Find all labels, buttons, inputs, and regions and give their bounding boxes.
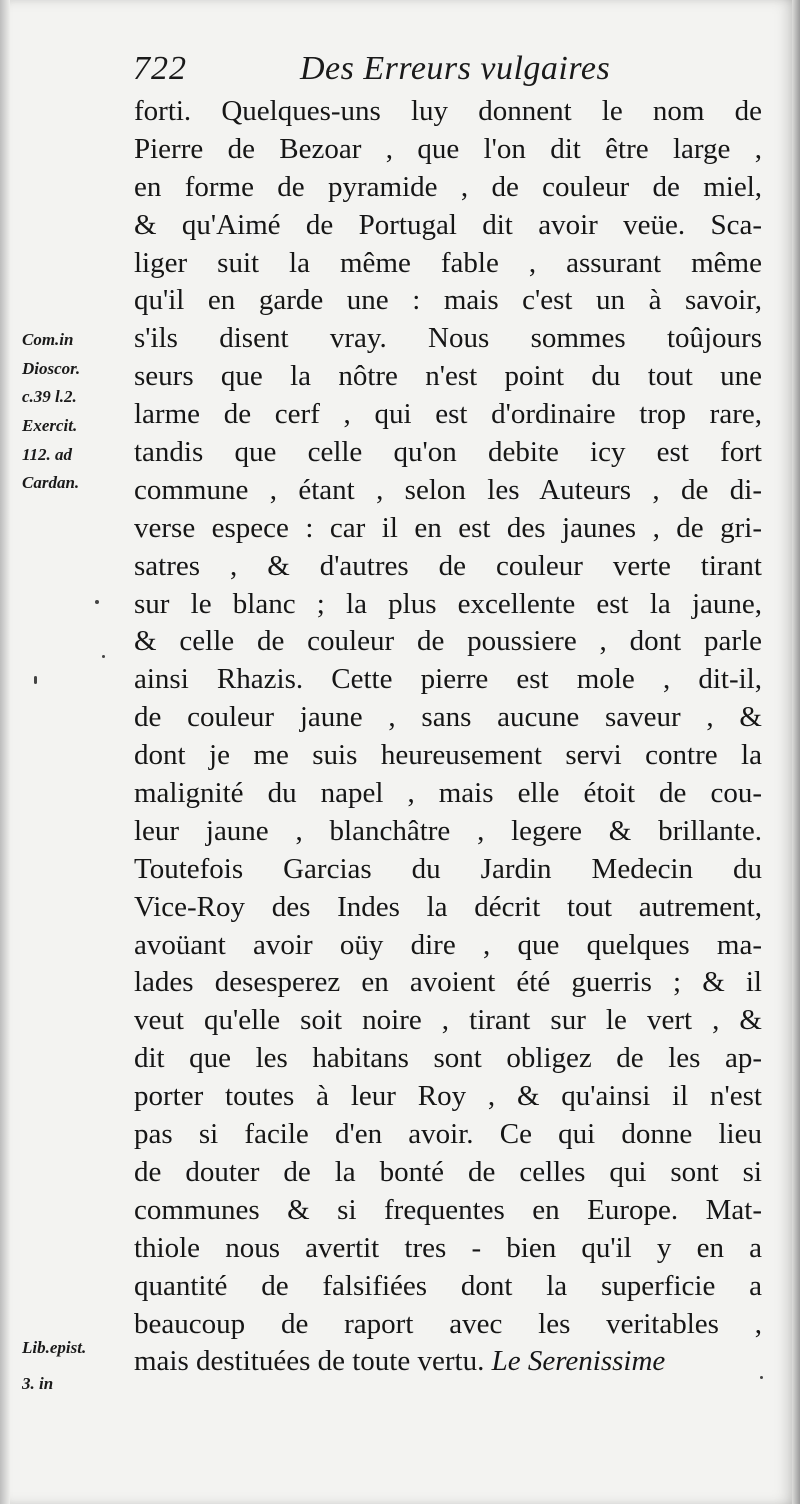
text-line: forti. Quelques-uns luy donnent le nom de (134, 95, 762, 127)
text-line: Toutefois Garcias du Jardin Medecin du (134, 852, 762, 885)
body-text (134, 93, 762, 1381)
text-line: communes & si frequentes en Europe. Mat- (134, 1193, 762, 1226)
text-line: ainsi Rhazis. Cette pierre est mole , dit-il, (134, 663, 762, 696)
text-line: porter toutes à leur Roy , & qu'ainsi il n'est (134, 1080, 762, 1113)
running-head: Des Erreurs vulgaires (300, 50, 611, 87)
marginal-note-line: Exercit. (22, 416, 78, 436)
text-line: sur le blanc ; la plus excellente est la jaune, (134, 587, 762, 620)
marginal-note-line: 3. in (22, 1374, 54, 1393)
text-line: larme de cerf , qui est d'ordinaire trop rare, (134, 398, 762, 431)
marginal-note-line: 112. ad (22, 444, 73, 464)
text-line: dit que les habitans sont obligez de les ap- (134, 1042, 762, 1075)
marginal-note-epistle (22, 1330, 126, 1402)
marginal-note-line: Com.in (22, 330, 74, 349)
text-line: pas si facile d'en avoir. Ce qui donne lieu (134, 1118, 762, 1151)
text-line: quantité de falsifiées dont la superficie a (134, 1269, 762, 1302)
text-line: thiole nous avertit tres - bien qu'il y en a (134, 1231, 762, 1264)
text-line: liger suit la même fable , assurant même (134, 246, 762, 279)
text-line: Vice-Roy des Indes la décrit tout autrement, (134, 890, 762, 923)
text-line: qu'il en garde une : mais c'est un à savoir, (134, 284, 762, 317)
text-line: verse espece : car il en est des jaunes , de gri- (134, 511, 762, 544)
text-line: de couleur jaune , sans aucune saveur , & (134, 701, 762, 734)
text-line: satres , & d'autres de couleur verte tirant (134, 549, 762, 582)
marginal-note-line: Dioscor. (22, 358, 81, 378)
page-number: 722 (133, 50, 187, 87)
text-line: veut qu'elle soit noire , tirant sur le vert , & (134, 1004, 762, 1037)
text-line: dont je me suis heureusement servi contre la (134, 739, 762, 772)
ink-speck (760, 1376, 763, 1379)
text-line: malignité du napel , mais elle étoit de cou- (134, 777, 762, 810)
text-line: & celle de couleur de poussiere , dont parle (134, 625, 762, 658)
ink-speck (95, 600, 99, 604)
page-edge-shadow (792, 0, 800, 1504)
marginal-note-references (22, 326, 126, 498)
text-line: Pierre de Bezoar , que l'on dit être large , (134, 132, 762, 165)
catchword: Le Serenissime (491, 1345, 666, 1378)
text-line: seurs que la nôtre n'est point du tout une (134, 360, 762, 393)
page-header (0, 48, 800, 94)
text-line: lades desesperez en avoient été guerris ; & il (134, 966, 762, 999)
text-line: commune , étant , selon les Auteurs , de di- (134, 473, 762, 506)
marginal-note-line: c.39 l.2. (22, 387, 77, 407)
marginal-note-line: Cardan. (22, 473, 80, 493)
text-line: leur jaune , blanchâtre , legere & brillante. (134, 814, 762, 847)
text-line: beaucoup de raport avec les veritables , (134, 1307, 762, 1340)
marginal-note-line: Lib.epist. (22, 1338, 87, 1357)
text-line: s'ils disent vray. Nous sommes toûjours (134, 322, 762, 355)
text-line: en forme de pyramide , de couleur de miel, (134, 170, 762, 203)
page-gutter-shadow (0, 0, 10, 1504)
ink-speck (102, 655, 105, 658)
text-line: & qu'Aimé de Portugal dit avoir veüe. Sca- (134, 208, 762, 241)
ink-speck (34, 676, 37, 684)
text-line-last (134, 1343, 762, 1381)
last-line-text: mais destituées de toute vertu. (134, 1345, 485, 1378)
text-line: tandis que celle qu'on debite icy est fort (134, 436, 762, 469)
text-line: avoüant avoir oüy dire , que quelques ma- (134, 928, 762, 961)
text-line: de douter de la bonté de celles qui sont si (134, 1155, 762, 1188)
